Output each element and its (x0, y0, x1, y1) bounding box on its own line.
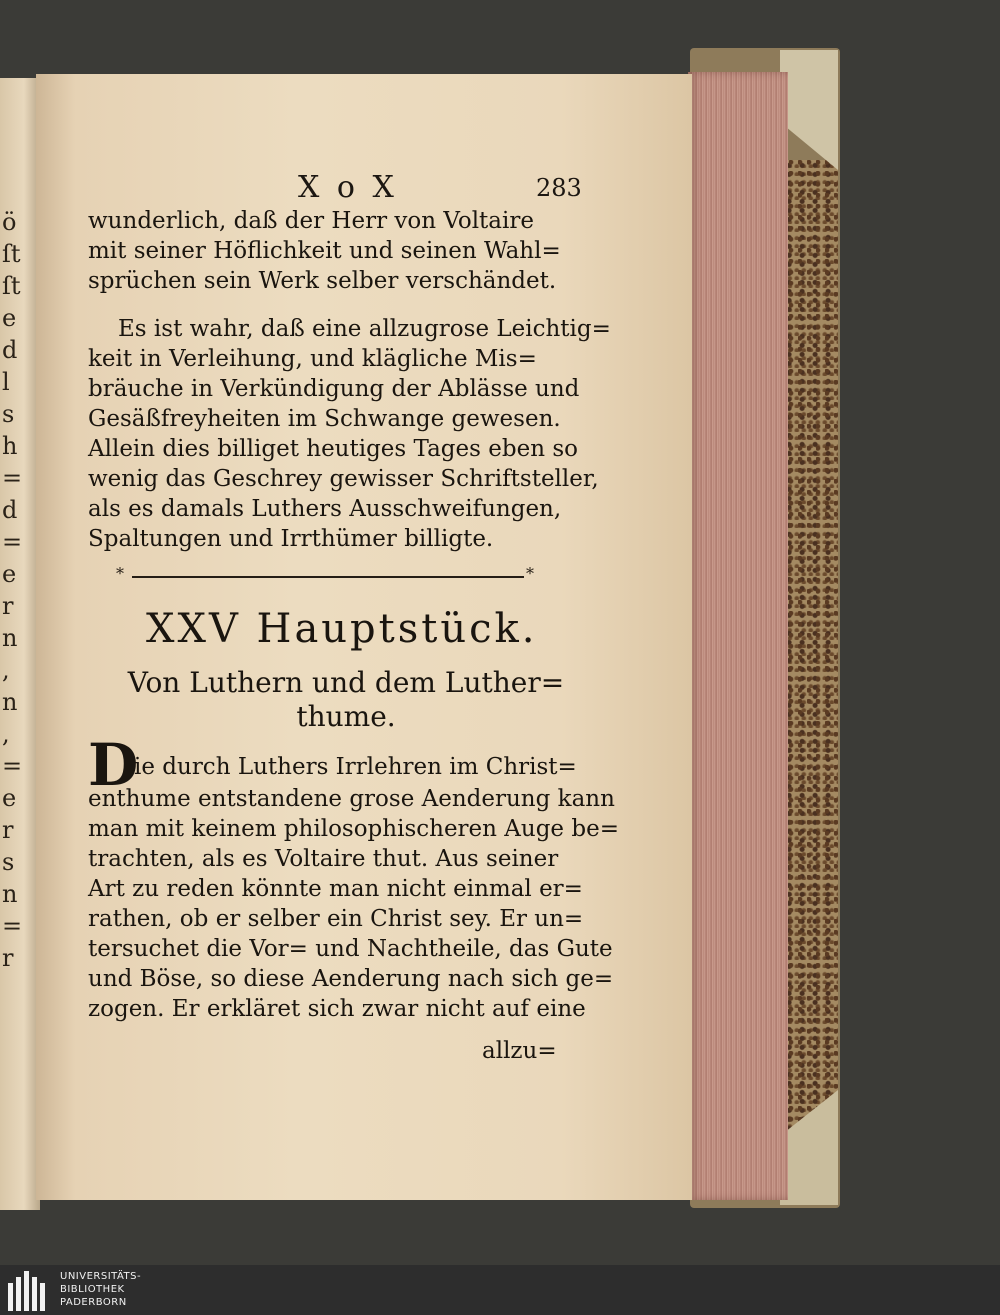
left-page-fragment: n (2, 880, 18, 908)
library-logo-text (60, 1270, 141, 1309)
left-page-fragment: s (2, 400, 15, 428)
text-line: wunderlich, daß der Herr von Voltaire (88, 208, 534, 234)
page-block-edge (688, 72, 788, 1200)
book-page (36, 74, 692, 1200)
section-divider (116, 564, 536, 587)
text-line: ie durch Luthers Irrlehren im Christ= (134, 754, 577, 780)
left-page-fragment: ſt (2, 272, 21, 300)
divider-star: * (116, 564, 124, 583)
text-line: sprüchen sein Werk selber verschändet. (88, 268, 557, 294)
divider-star: * (526, 564, 534, 583)
page-number: 283 (536, 174, 582, 202)
left-page-fragment: e (2, 784, 17, 812)
chapter-title: XXV Hauptstück. (146, 606, 538, 652)
text-line: keit in Verleihung, und klägliche Mis= (88, 346, 537, 372)
text-line: Allein dies billiget heutiges Tages eben so (88, 436, 578, 462)
running-head (36, 170, 656, 210)
left-page-fragment: e (2, 560, 17, 588)
text-line: mit seiner Höflichkeit und seinen Wahl= (88, 238, 561, 264)
left-page-fragment: r (2, 944, 14, 972)
text-line: zogen. Er erkläret sich zwar nicht auf eine (88, 996, 586, 1022)
text-line: bräuche in Verkündigung der Ablässe und (88, 376, 580, 402)
left-page-fragment: = (2, 464, 23, 492)
logo-line: PADERBORN (60, 1297, 127, 1308)
library-logo-icon (8, 1271, 48, 1311)
logo-line: BIBLIOTHEK (60, 1284, 125, 1295)
drop-cap: D (88, 731, 139, 799)
left-page-fragment: ö (2, 208, 17, 236)
cover-marbling (780, 160, 838, 1130)
left-page-fragment: , (2, 720, 10, 748)
text-line: Art zu reden könnte man nicht einmal er= (88, 876, 583, 902)
text-line: Spaltungen und Irrthümer billigte. (88, 526, 494, 552)
logo-line: UNIVERSITÄTS- (60, 1271, 142, 1282)
left-page-fragment: = (2, 912, 23, 940)
chapter-subtitle: Von Luthern und dem Luther= (127, 666, 565, 699)
left-page-fragment: h (2, 432, 18, 460)
left-page-fragment: n (2, 688, 18, 716)
text-line: tersuchet die Vor= und Nachtheile, das Gute (88, 936, 613, 962)
catchword: allzu= (482, 1038, 557, 1064)
text-line: trachten, als es Voltaire thut. Aus seiner (88, 846, 559, 872)
left-page-fragment: l (2, 368, 10, 396)
left-page-fragment: r (2, 592, 14, 620)
text-line: rathen, ob er selber ein Christ sey. Er un= (88, 906, 584, 932)
left-page-fragment: n (2, 624, 18, 652)
text-line: und Böse, so diese Aenderung nach sich ge= (88, 966, 614, 992)
text-line: als es damals Luthers Ausschweifungen, (88, 496, 562, 522)
left-page-fragment: d (2, 336, 18, 364)
text-line: Es ist wahr, daß eine allzugrose Leichtig= (118, 316, 611, 342)
left-page-fragment: e (2, 304, 17, 332)
previous-page-sliver (0, 78, 40, 1210)
footer-logo-bar (0, 1265, 1000, 1315)
left-page-fragment: , (2, 656, 10, 684)
text-line: man mit keinem philosophischeren Auge be= (88, 816, 619, 842)
chapter-subtitle: thume. (296, 700, 396, 733)
left-page-fragment: d (2, 496, 18, 524)
left-page-fragment: ſt (2, 240, 21, 268)
left-page-fragment: r (2, 816, 14, 844)
divider-rule (132, 576, 524, 578)
left-page-fragment: = (2, 752, 23, 780)
text-line: wenig das Geschrey gewisser Schriftsteller, (88, 466, 599, 492)
left-page-fragment: s (2, 848, 15, 876)
left-page-fragment: = (2, 528, 23, 556)
text-line: Gesäßfreyheiten im Schwange gewesen. (88, 406, 561, 432)
text-line: enthume entstandene grose Aenderung kann (88, 786, 615, 812)
running-head-ornament: X o X (298, 170, 398, 205)
